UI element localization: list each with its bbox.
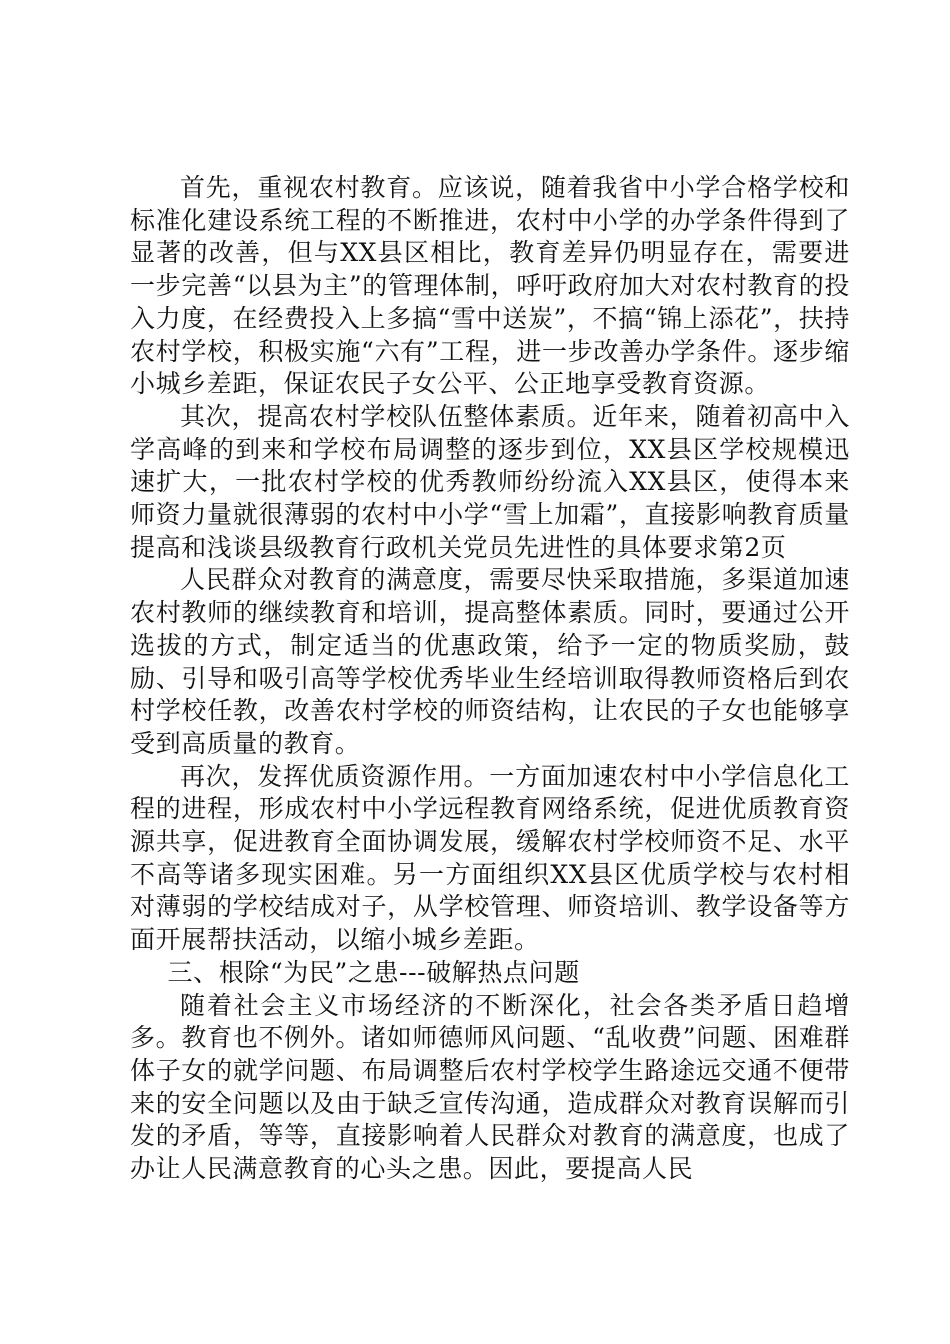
paragraph-quality-resources: 再次，发挥优质资源作用。一方面加速农村中小学信息化工程的进程，形成农村中小学远程教育网络系统，促进优质教育资源共享，促进教育全面协调发展，缓解农村学校师资不足、水平不高等诸多现实困难。另一方面组织XX县区优质学校与农村相对薄弱的学校结成对子，从学校管理、师资培训、教学设备等方面开展帮扶活动，以缩小城乡差距。 <box>130 761 850 955</box>
section-heading: 三、根除“为民”之患---破解热点问题 <box>167 957 580 987</box>
paragraph-rural-education: 首先，重视农村教育。应该说，随着我省中小学合格学校和标准化建设系统工程的不断推进，农村中小学的办学条件得到了显著的改善，但与XX县区相比，教育差异仍明显存在，需要进一步完善“以县为主”的管理体制，呼吁政府加大对农村教育的投入力度，在经费投入上多搞“雪中送炭”，不搞“锦上添花”，扶持农村学校，积极实施“六有”工程，进一步改善办学条件。逐步缩小城乡差距，保证农民子女公平、公正地享受教育资源。 <box>130 173 850 399</box>
document-body <box>130 172 850 1186</box>
paragraph-hot-issues: 随着社会主义市场经济的不断深化，社会各类矛盾日趋增多。教育也不例外。诸如师德师风问题、“乱收费”问题、困难群体子女的就学问题、布局调整后农村学校学生路途远交通不便带来的安全问题以及由于缺乏宣传沟通，造成群众对教育误解而引发的矛盾，等等，直接影响着人民群众对教育的满意度，也成了办让人民满意教育的心头之患。因此，要提高人民 <box>130 990 850 1184</box>
paragraph-satisfaction: 人民群众对教育的满意度，需要尽快采取措施，多渠道加速农村教师的继续教育和培训，提高整体素质。同时，要通过公开选拔的方式，制定适当的优惠政策，给予一定的物质奖励，鼓励、引导和吸引高等学校优秀毕业生经培训取得教师资格后到农村学校任教，改善农村学校的师资结构，让农民的子女也能够享受到高质量的教育。 <box>130 565 850 758</box>
paragraph-teacher-quality: 其次，提高农村学校队伍整体素质。近年来，随着初高中入学高峰的到来和学校布局调整的逐步到位，XX县区学校规模迅速扩大，一批农村学校的优秀教师纷纷流入XX县区，使得本来师资力量就很薄弱的农村中小学“雪上加霜”，直接影响教育质量提高和浅谈县级教育行政机关党员先进性的具体要求第2页 <box>130 401 850 562</box>
